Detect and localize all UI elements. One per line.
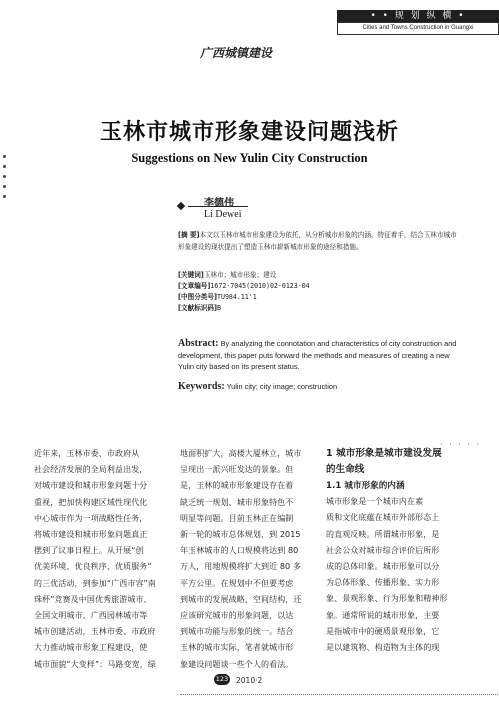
body-line: 对城市建设和城市形象问题十分	[34, 481, 148, 491]
decorative-dots: · · · · ·	[440, 440, 481, 449]
body-line: 象、景观形象、行为形象和精神形	[326, 594, 448, 604]
body-column-2	[180, 446, 320, 673]
body-line: 质和文化底蕴在城市外部形态上	[326, 513, 440, 523]
body-line: 到城市的发展战略、空间结构，还	[180, 594, 302, 604]
doc-mark-value: B	[217, 304, 221, 312]
body-line: 呈现出一派兴旺发达的景象。但	[180, 465, 294, 475]
journal-name-en: Cities and Towns Construction in Guangxi	[337, 22, 499, 35]
body-line: 明显等问题。目前玉林正在编制	[180, 513, 294, 523]
body-line: 将城市建设和城市形象问题真正	[34, 530, 148, 540]
abstract-en-text: By analyzing the connotation and characteristics of city construction and development, this paper puts forward the methods and measures of creating a new Yulin city based on its present status.	[178, 339, 457, 371]
journal-brand: 广西城镇建设	[200, 46, 273, 60]
body-line: 为总体形象、传播形象、实力形	[326, 578, 440, 588]
doc-mark-label: [文献标识码]	[178, 304, 217, 312]
body-line: 缺乏统一规划、城市形象特色不	[180, 497, 294, 507]
class-number-value: TU984.11'1	[217, 293, 257, 301]
body-line: 是，玉林的城市形象建设存在着	[180, 481, 294, 491]
doc-number	[178, 281, 458, 293]
body-line: 城市创建活动，玉林市委、市政府	[34, 627, 156, 637]
body-line: 万人，用地规模将扩大到近 80 多	[180, 562, 301, 572]
abstract-cn-text: 本文以玉林市城市形象建设为依托，从分析城市形象的内涵、特征着手，结合玉林市城市形象建设的现状提出了塑造玉林市崭新城市形象的途径和措施。	[178, 231, 457, 251]
keywords-en-label: Keywords:	[178, 381, 225, 392]
page-number-badge: 123	[215, 675, 229, 683]
author-name-en: Li Dewei	[204, 209, 242, 220]
doc-mark-code	[178, 303, 458, 315]
body-line: 应该研究城市的形象问题，以达	[180, 611, 294, 621]
class-number	[178, 292, 458, 304]
article-title: 玉林市城市形象建设问题浅析	[99, 120, 399, 145]
article-subtitle: Suggestions on New Yulin City Construction	[131, 151, 368, 165]
abstract-en	[178, 338, 460, 373]
body-line: 是以建筑物、构造物为主体的现	[326, 643, 440, 653]
abstract-cn-label: [摘 要]	[178, 231, 200, 239]
section-heading-cont: 的生命线	[326, 464, 365, 475]
body-line: 的三优活动，到参加“广西市容”南	[34, 578, 156, 588]
keywords-cn	[178, 270, 458, 282]
keywords-cn-label: [关键词]	[178, 271, 204, 279]
keywords-en-text: Yulin city; city image; construction	[226, 382, 338, 391]
abstract-cn	[178, 230, 458, 253]
class-number-label: [中图分类号]	[178, 293, 217, 301]
body-line: 到城市功能与形象的统一。结合	[180, 627, 294, 637]
body-line: 象建设问题谈一些个人的看法。	[180, 659, 294, 669]
body-line: 中心城市作为一项战略性任务，	[34, 513, 148, 523]
body-line: 近年来，玉林市委、市政府从	[34, 449, 140, 458]
body-line: 年玉林城市的人口规模将达到 80	[180, 546, 299, 556]
body-line: 城市形象是一个城市内在素	[326, 497, 424, 507]
section-banner: • • 规 划 纵 横 •	[337, 10, 499, 22]
body-column-1	[34, 446, 174, 673]
subsection-heading: 1.1 城市形象的内涵	[326, 481, 405, 491]
body-line: 重视，把加快构建区域性现代化	[34, 497, 148, 507]
body-line: 的直观反映。所谓城市形象，是	[326, 529, 440, 539]
abstract-en-label: Abstract:	[178, 338, 219, 349]
author-name-cn: 李德伟	[204, 198, 234, 209]
footer-rule	[180, 694, 499, 696]
body-line: 全国文明城市、广西园林城市等	[34, 611, 148, 621]
body-line: 新一轮的城市总体规划，到 2015	[180, 530, 301, 540]
issue-label: 2010·2	[236, 676, 263, 685]
body-line: 平方公里。在规划中不但要考虑	[180, 578, 294, 588]
body-line: 象。通常所说的城市形象，主要	[326, 610, 440, 620]
body-line: 玉林的城市实际，笔者就城市形	[180, 643, 294, 653]
section-heading: 1 城市形象是城市建设发展	[326, 448, 442, 459]
body-line: 是指城市中的硬质景观形象，它	[326, 626, 440, 636]
body-column-3	[326, 446, 466, 656]
body-line: 大力推动城市形象工程建设，使	[34, 643, 148, 653]
body-line: 珠杯”竞赛及中国优秀旅游城市、	[34, 594, 152, 604]
doc-number-value: 1672-7045(2010)02-0123-04	[210, 282, 310, 290]
body-line: 摆到了议事日程上。从开展“创	[34, 546, 144, 556]
doc-number-label: [文章编号]	[178, 282, 211, 290]
keywords-cn-text: 玉林市；城市形象；建设	[203, 271, 277, 279]
body-line: 优美环境、优良秩序、优质服务”	[34, 562, 152, 572]
body-line: 地面积扩大，高楼大厦林立，城市	[180, 449, 302, 458]
body-line: 社会公众对城市综合评价后所形	[326, 545, 440, 555]
body-line: 成的总体印象。城市形象可以分	[326, 562, 440, 572]
body-line: 城市面貌“大变样”：马路变宽，绿	[34, 659, 156, 669]
keywords-en	[178, 381, 460, 393]
diamond-icon	[177, 202, 185, 210]
body-line: 社会经济发展的全局利益出发，	[34, 465, 148, 475]
author-divider	[188, 206, 248, 207]
